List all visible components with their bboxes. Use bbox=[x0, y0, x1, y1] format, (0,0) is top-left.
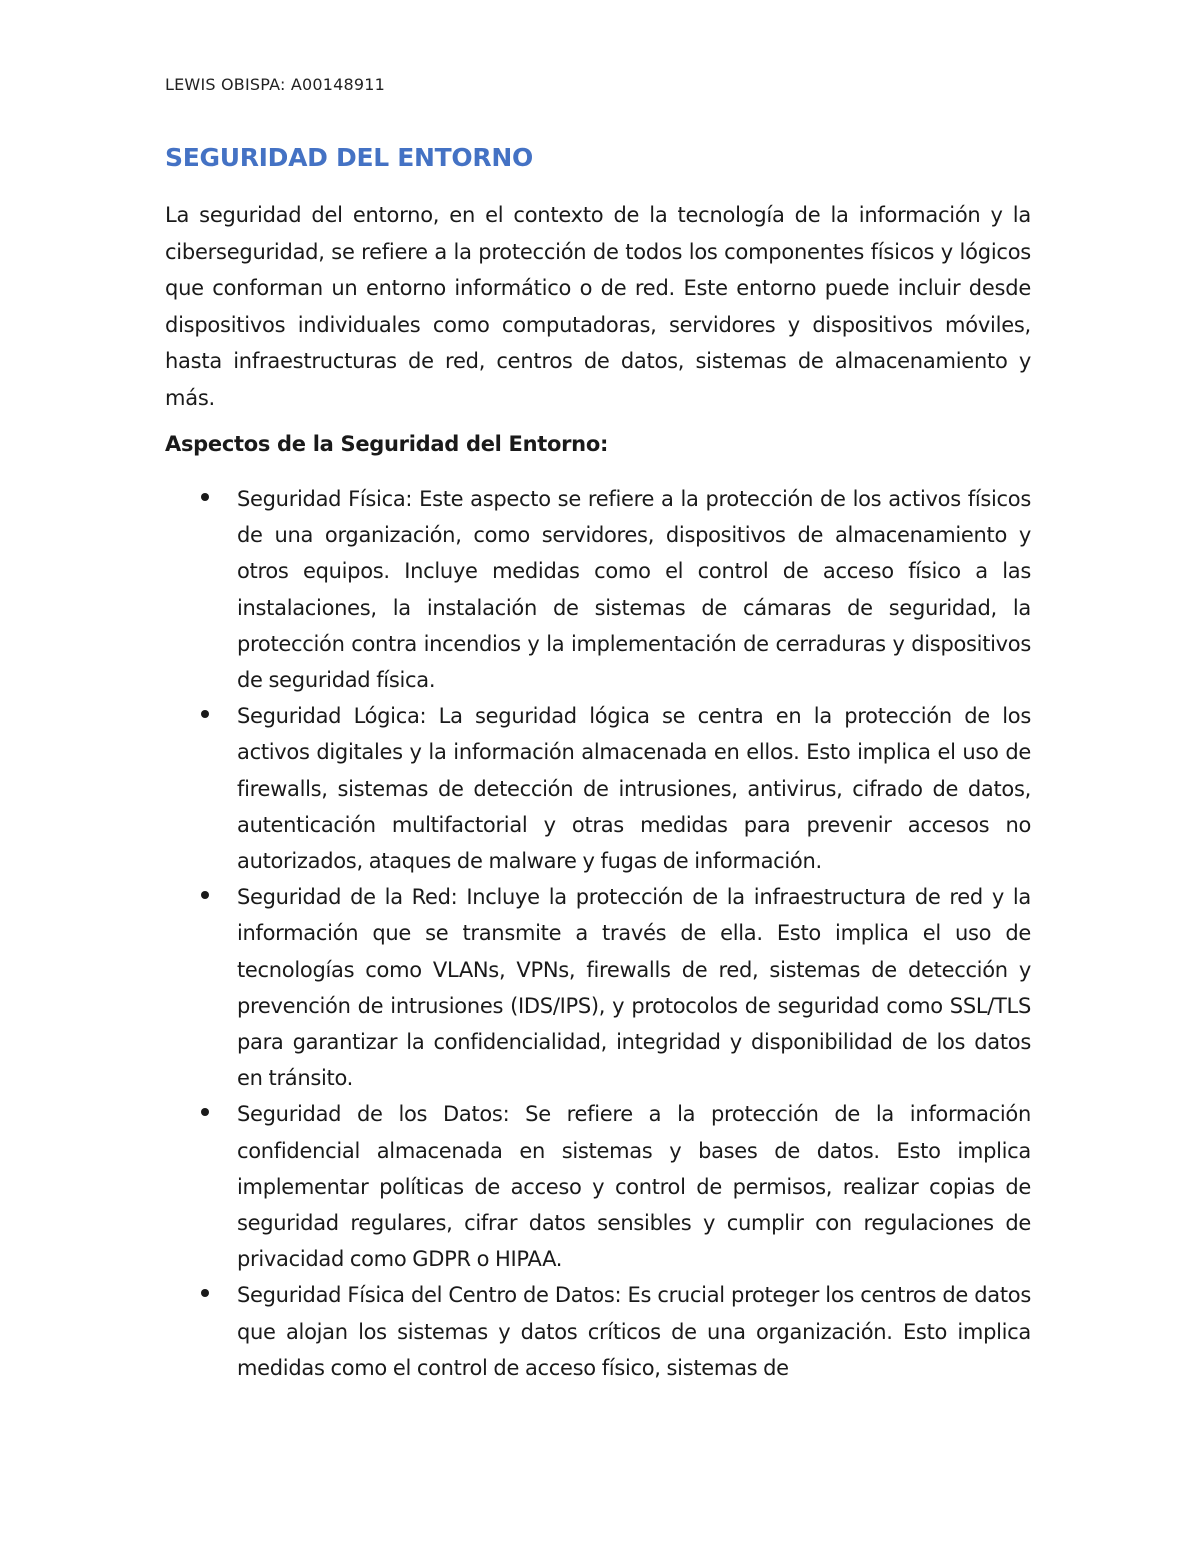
document-header: LEWIS OBISPA: A00148911 bbox=[165, 75, 385, 94]
aspect-text: Seguridad Lógica: La seguridad lógica se centra en la protección de los activos digitales y la información almacenada en ellos. Esto implica el uso de firewalls, sistemas de detección de intrusiones, antivirus, cifrado de datos, autenticación multifactorial y otras medidas para prevenir accesos no autorizados, ataques de malware y fugas de información. bbox=[237, 704, 1031, 874]
bullet-icon bbox=[201, 1289, 209, 1297]
list-item bbox=[165, 698, 1031, 879]
list-item bbox=[165, 481, 1031, 698]
aspect-text: Seguridad Física: Este aspecto se refiere a la protección de los activos físicos de una organización, como servidores, dispositivos de almacenamiento y otros equipos. Incluye medidas como el control de acceso físico a las instalaciones, la instalación de sistemas de cámaras de seguridad, la protección contra incendios y la implementación de cerraduras y dispositivos de seguridad física. bbox=[237, 487, 1031, 693]
aspects-list bbox=[165, 481, 1031, 1386]
aspect-text: Seguridad de la Red: Incluye la protección de la infraestructura de red y la información que se transmite a través de ella. Esto implica el uso de tecnologías como VLANs, VPNs, firewalls de red, sistemas de detección y prevención de intrusiones (IDS/IPS), y protocolos de seguridad como SSL/TLS para garantizar la confidencialidad, integridad y disponibilidad de los datos en tránsito. bbox=[237, 885, 1031, 1091]
aspect-text: Seguridad de los Datos: Se refiere a la protección de la información confidencial almacenada en sistemas y bases de datos. Esto implica implementar políticas de acceso y control de permisos, realizar copias de seguridad regulares, cifrar datos sensibles y cumplir con regulaciones de privacidad como GDPR o HIPAA. bbox=[237, 1102, 1031, 1272]
list-item bbox=[165, 1277, 1031, 1386]
bullet-icon bbox=[201, 710, 209, 718]
intro-paragraph: La seguridad del entorno, en el contexto de la tecnología de la información y la ciberseguridad, se refiere a la protección de todos los componentes físicos y lógicos que conforman un entorno informático o de red. Este entorno puede incluir desde dispositivos individuales como computadoras, servidores y dispositivos móviles, hasta infraestructuras de red, centros de datos, sistemas de almacenamiento y más. bbox=[165, 203, 1031, 410]
aspects-heading: Aspectos de la Seguridad del Entorno: bbox=[165, 432, 609, 456]
bullet-icon bbox=[201, 1108, 209, 1116]
list-item bbox=[165, 879, 1031, 1096]
document-title: SEGURIDAD DEL ENTORNO bbox=[165, 143, 533, 172]
bullet-icon bbox=[201, 493, 209, 501]
list-item bbox=[165, 1096, 1031, 1277]
bullet-icon bbox=[201, 891, 209, 899]
aspect-text: Seguridad Física del Centro de Datos: Es crucial proteger los centros de datos que alojan los sistemas y datos críticos de una organización. Esto implica medidas como el control de acceso físico, sistemas de bbox=[237, 1283, 1031, 1380]
